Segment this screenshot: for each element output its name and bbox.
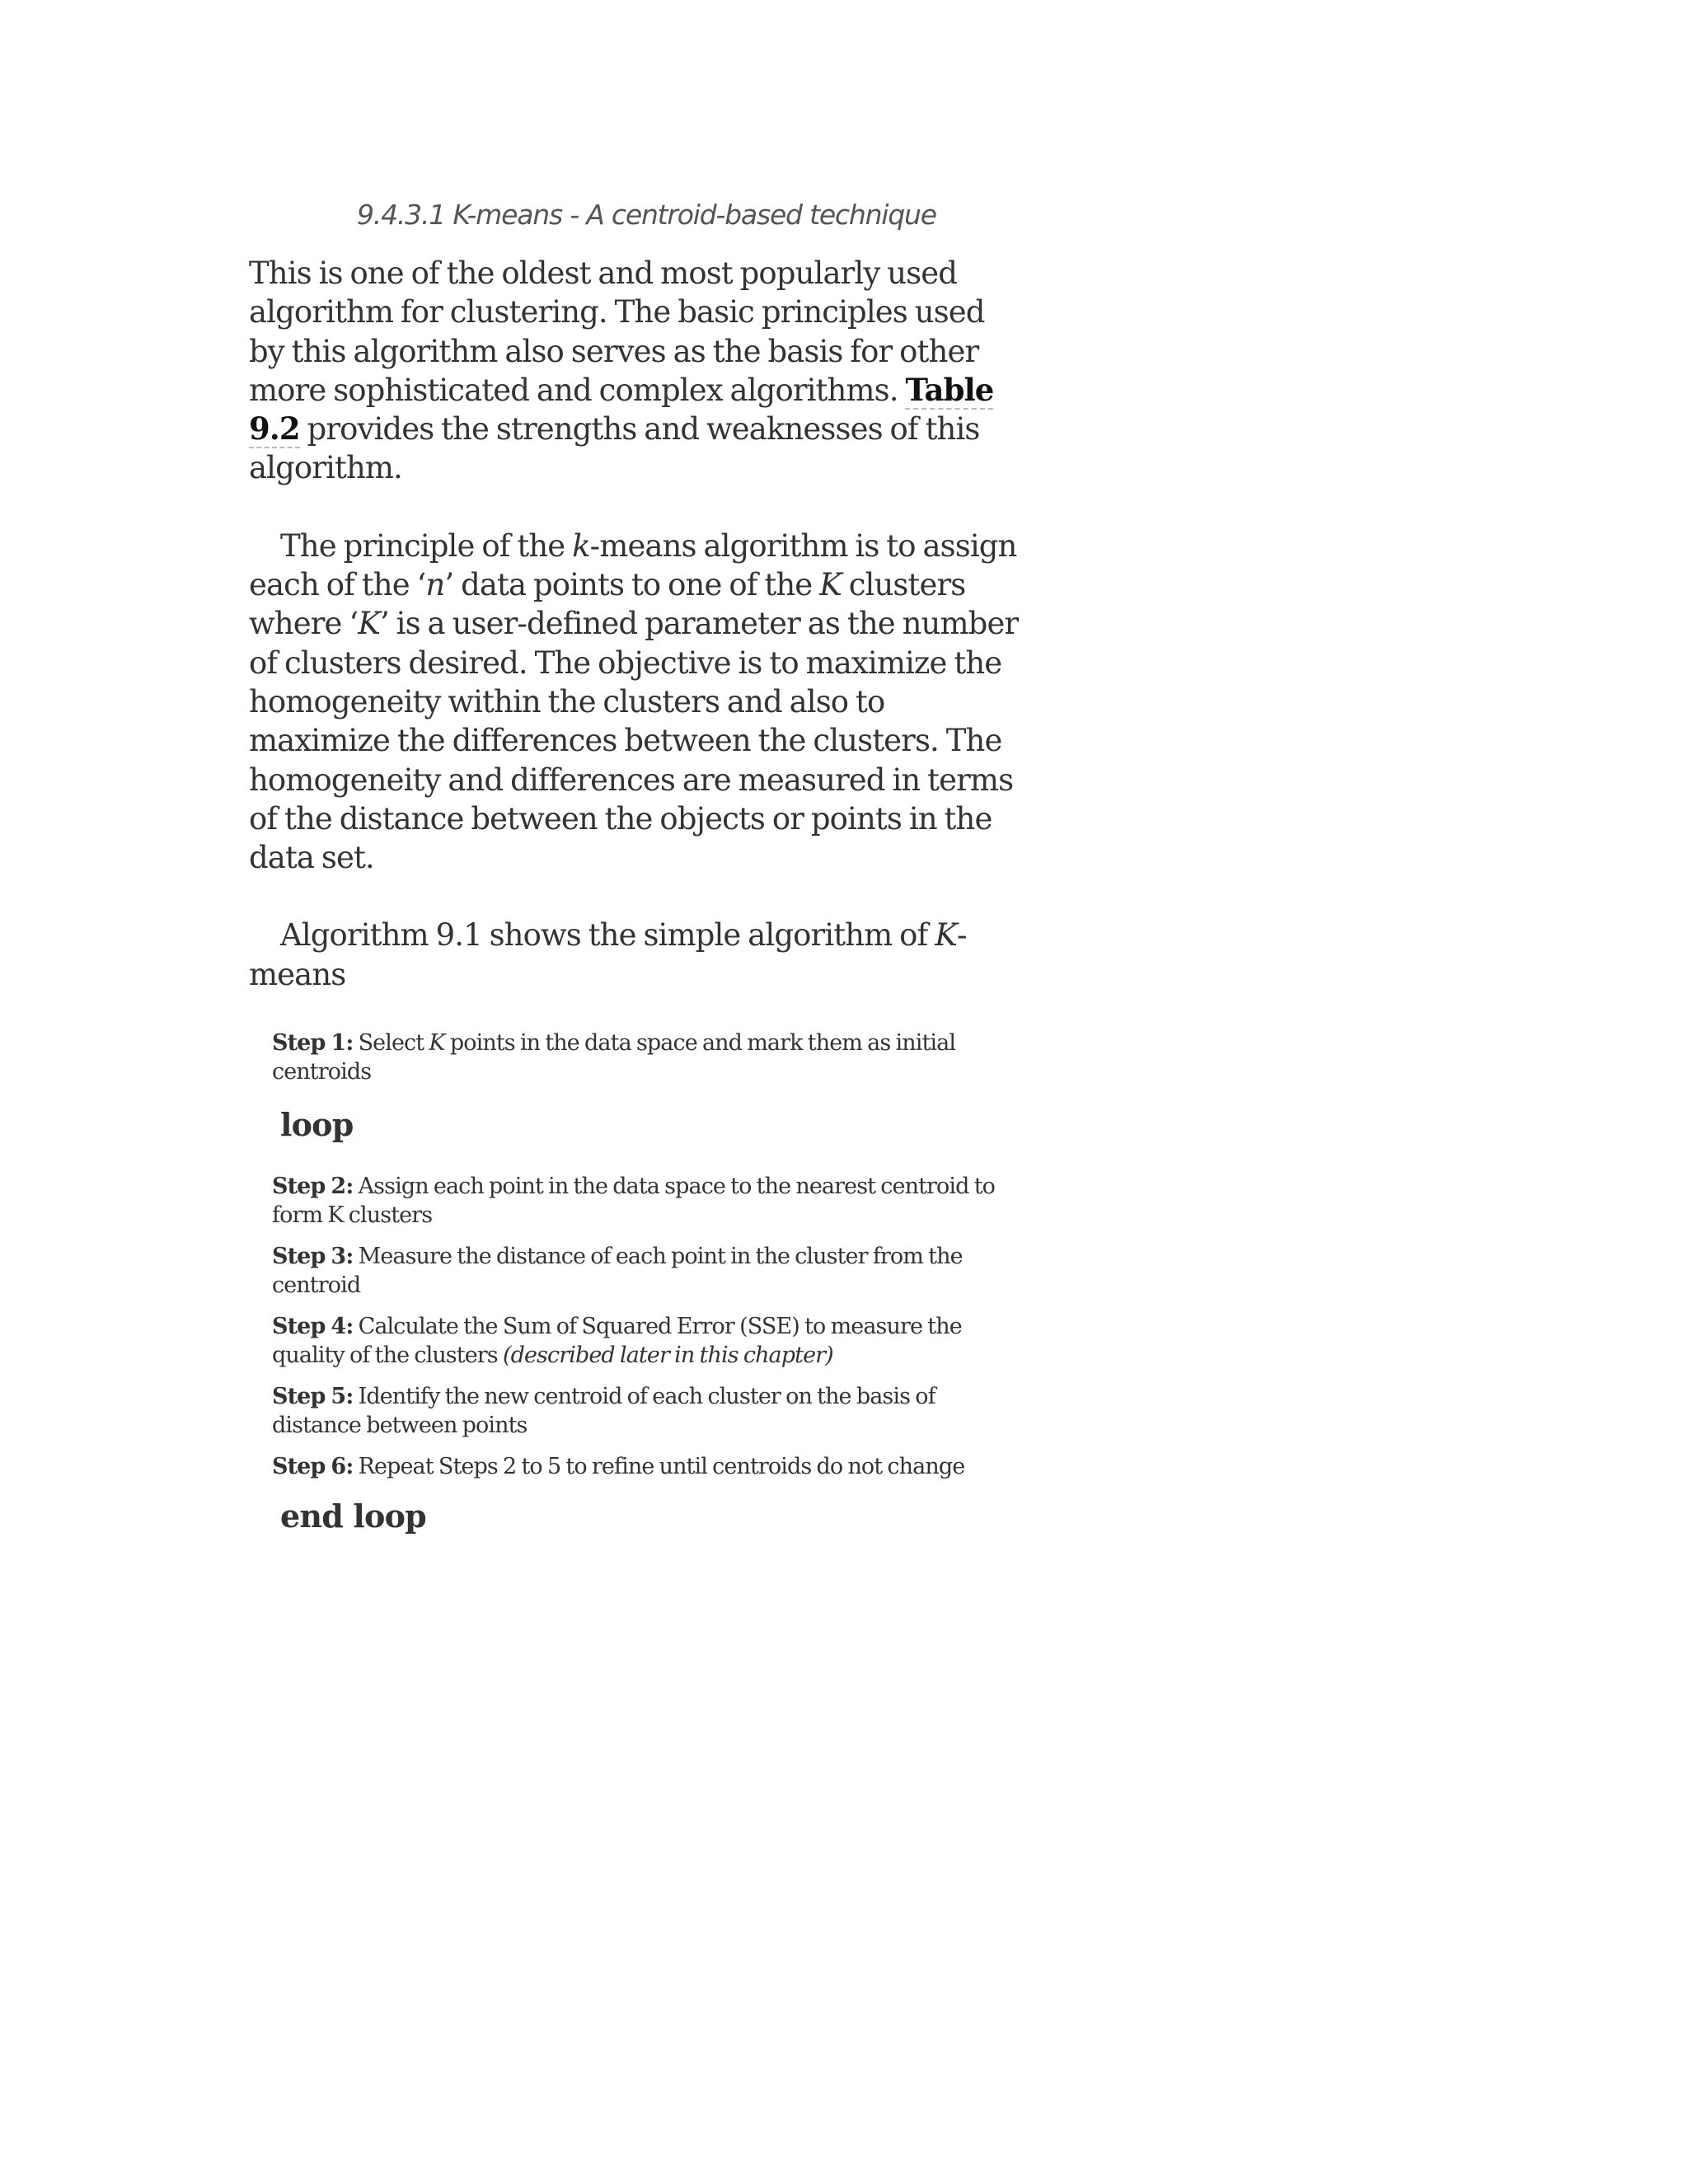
section-heading: 9.4.3.1 K-means - A centroid-based technique <box>357 199 936 231</box>
algorithm-intro-text-1: Algorithm 9.1 shows the simple algorithm of <box>280 917 935 954</box>
step-4 <box>272 1312 997 1370</box>
algorithm-steps <box>272 1029 997 1535</box>
intro-paragraph <box>249 254 1024 488</box>
step-3-text: Measure the distance of each point in the cluster from the centroid <box>272 1244 963 1299</box>
principle-text-5: ’ is a user-defined parameter as the number of clusters desired. The objective is to maximize the homogeneity within the clusters and also to maximize the differences between the clusters. The homogeneity and differences are measured in terms of the distance between the objects or points in the data set. <box>249 606 1019 876</box>
principle-K2-italic: K <box>358 606 380 642</box>
step-3-label: Step 3: <box>272 1244 354 1270</box>
step-4-text: Calculate the Sum of Squared Error (SSE) to measure the quality of the clusters <box>272 1314 962 1369</box>
end-loop-label: end loop <box>280 1497 426 1535</box>
step-5 <box>272 1382 997 1440</box>
principle-text-4: clusters where ‘ <box>249 567 966 642</box>
step-3 <box>272 1242 997 1300</box>
step-2-text: Assign each point in the data space to the nearest centroid to form K clusters <box>272 1174 996 1229</box>
principle-n-italic: n <box>425 567 445 603</box>
algorithm-intro-K-italic: K <box>935 917 957 954</box>
step-6-label: Step 6: <box>272 1454 354 1480</box>
step-4-label: Step 4: <box>272 1314 354 1340</box>
step-1-text-1: Select <box>353 1030 429 1057</box>
table-9-2-link[interactable]: Table 9.2 <box>249 371 994 448</box>
principle-text-3: ’ data points to one of the <box>444 567 820 603</box>
principle-k-italic: k <box>572 527 590 564</box>
step-4-note: (described later in this chapter) <box>502 1343 833 1369</box>
step-1-text-2: points in the data space and mark them as initial centroids <box>272 1030 956 1085</box>
principle-text-1: The principle of the <box>280 527 573 564</box>
principle-K1-italic: K <box>819 567 842 603</box>
intro-text-before-link: This is one of the oldest and most popularly used algorithm for clustering. The basic principles used by this algorithm also serves as the basis for other more sophisticated and complex algorithms. <box>249 255 985 408</box>
algorithm-intro-text-2: -means <box>249 917 967 992</box>
step-5-text: Identify the new centroid of each cluster on the basis of distance between points <box>272 1384 935 1439</box>
step-6 <box>272 1452 997 1481</box>
step-1-K-italic: K <box>429 1030 445 1057</box>
step-2 <box>272 1172 997 1230</box>
algorithm-intro-paragraph <box>249 916 1024 994</box>
step-1 <box>272 1029 997 1086</box>
step-6-text: Repeat Steps 2 to 5 to refine until centroids do not change <box>353 1454 965 1480</box>
main-content <box>249 198 1024 1563</box>
principle-paragraph <box>249 527 1024 878</box>
principle-text-2: -means algorithm is to assign each of the ‘ <box>249 527 1017 603</box>
step-2-label: Step 2: <box>272 1174 354 1200</box>
step-1-label: Step 1: <box>272 1030 354 1057</box>
intro-text-after-link: provides the strengths and weaknesses of this algorithm. <box>249 411 980 486</box>
step-5-label: Step 5: <box>272 1384 354 1410</box>
loop-label: loop <box>280 1106 354 1144</box>
